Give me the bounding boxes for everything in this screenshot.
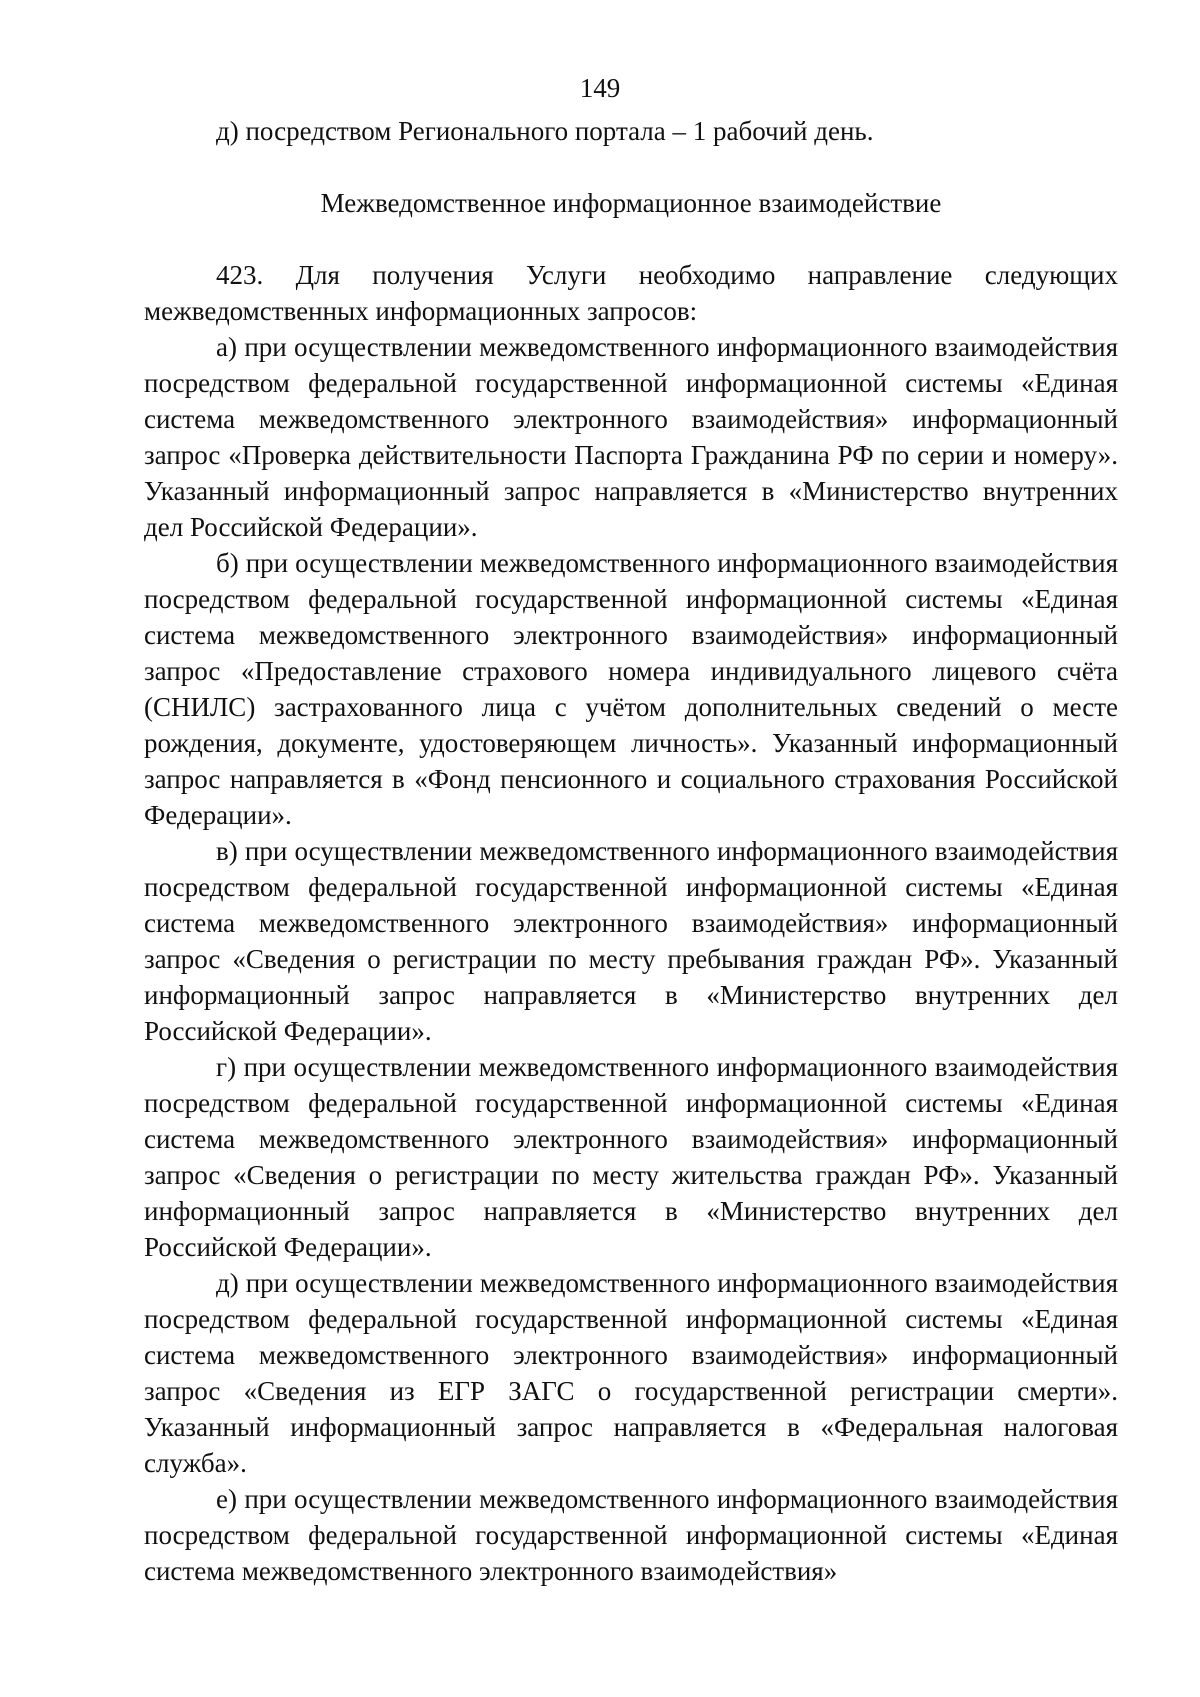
intro-line: д) посредством Регионального портала – 1 рабочий день. [216, 116, 874, 146]
paragraph-item-d: д) при осуществлении межведомственного информационного взаимодействия посредством федеральной государственной информационной системы «Единая система межведомственного электронного взаимодействия» информационный запрос «Сведения из ЕГР ЗАГС о государственной регистрации смерти». Указанный информационный запрос направляется в «Федеральная налоговая служба». [144, 1268, 1118, 1478]
page-number: 149 [579, 73, 621, 103]
paragraph-item-g: г) при осуществлении межведомственного информационного взаимодействия посредством федеральной государственной информационной системы «Единая система межведомственного электронного взаимодействия» информационный запрос «Сведения о регистрации по месту жительства граждан РФ». Указанный информационный запрос направляется в «Министерство внутренних дел Российской Федерации». [144, 1052, 1118, 1262]
paragraph-item-b: б) при осуществлении межведомственного информационного взаимодействия посредством федеральной государственной информационной системы «Единая система межведомственного электронного взаимодействия» информационный запрос «Предоставление страхового номера индивидуального лицевого счёта (СНИЛС) застрахованного лица с учётом дополнительных сведений о месте рождения, документе, удостоверяющем личность». Указанный информационный запрос направляется в «Фонд пенсионного и социального страхования Российской Федерации». [144, 548, 1118, 830]
section-heading: Межведомственное информационное взаимодействие [320, 188, 942, 218]
paragraph-item-v: в) при осуществлении межведомственного информационного взаимодействия посредством федеральной государственной информационной системы «Единая система межведомственного электронного взаимодействия» информационный запрос «Сведения о регистрации по месту пребывания граждан РФ». Указанный информационный запрос направляется в «Министерство внутренних дел Российской Федерации». [144, 836, 1118, 1046]
paragraph-item-a: а) при осуществлении межведомственного информационного взаимодействия посредством федеральной государственной информационной системы «Единая система межведомственного электронного взаимодействия» информационный запрос «Проверка действительности Паспорта Гражданина РФ по серии и номеру». Указанный информационный запрос направляется в «Министерство внутренних дел Российской Федерации». [144, 332, 1118, 542]
document-body [144, 113, 1118, 1589]
paragraph-item-e: е) при осуществлении межведомственного информационного взаимодействия посредством федеральной государственной информационной системы «Единая система межведомственного электронного взаимодействия» [144, 1484, 1118, 1586]
paragraph-423: 423. Для получения Услуги необходимо направление следующих межведомственных информационных запросов: [144, 260, 1118, 326]
